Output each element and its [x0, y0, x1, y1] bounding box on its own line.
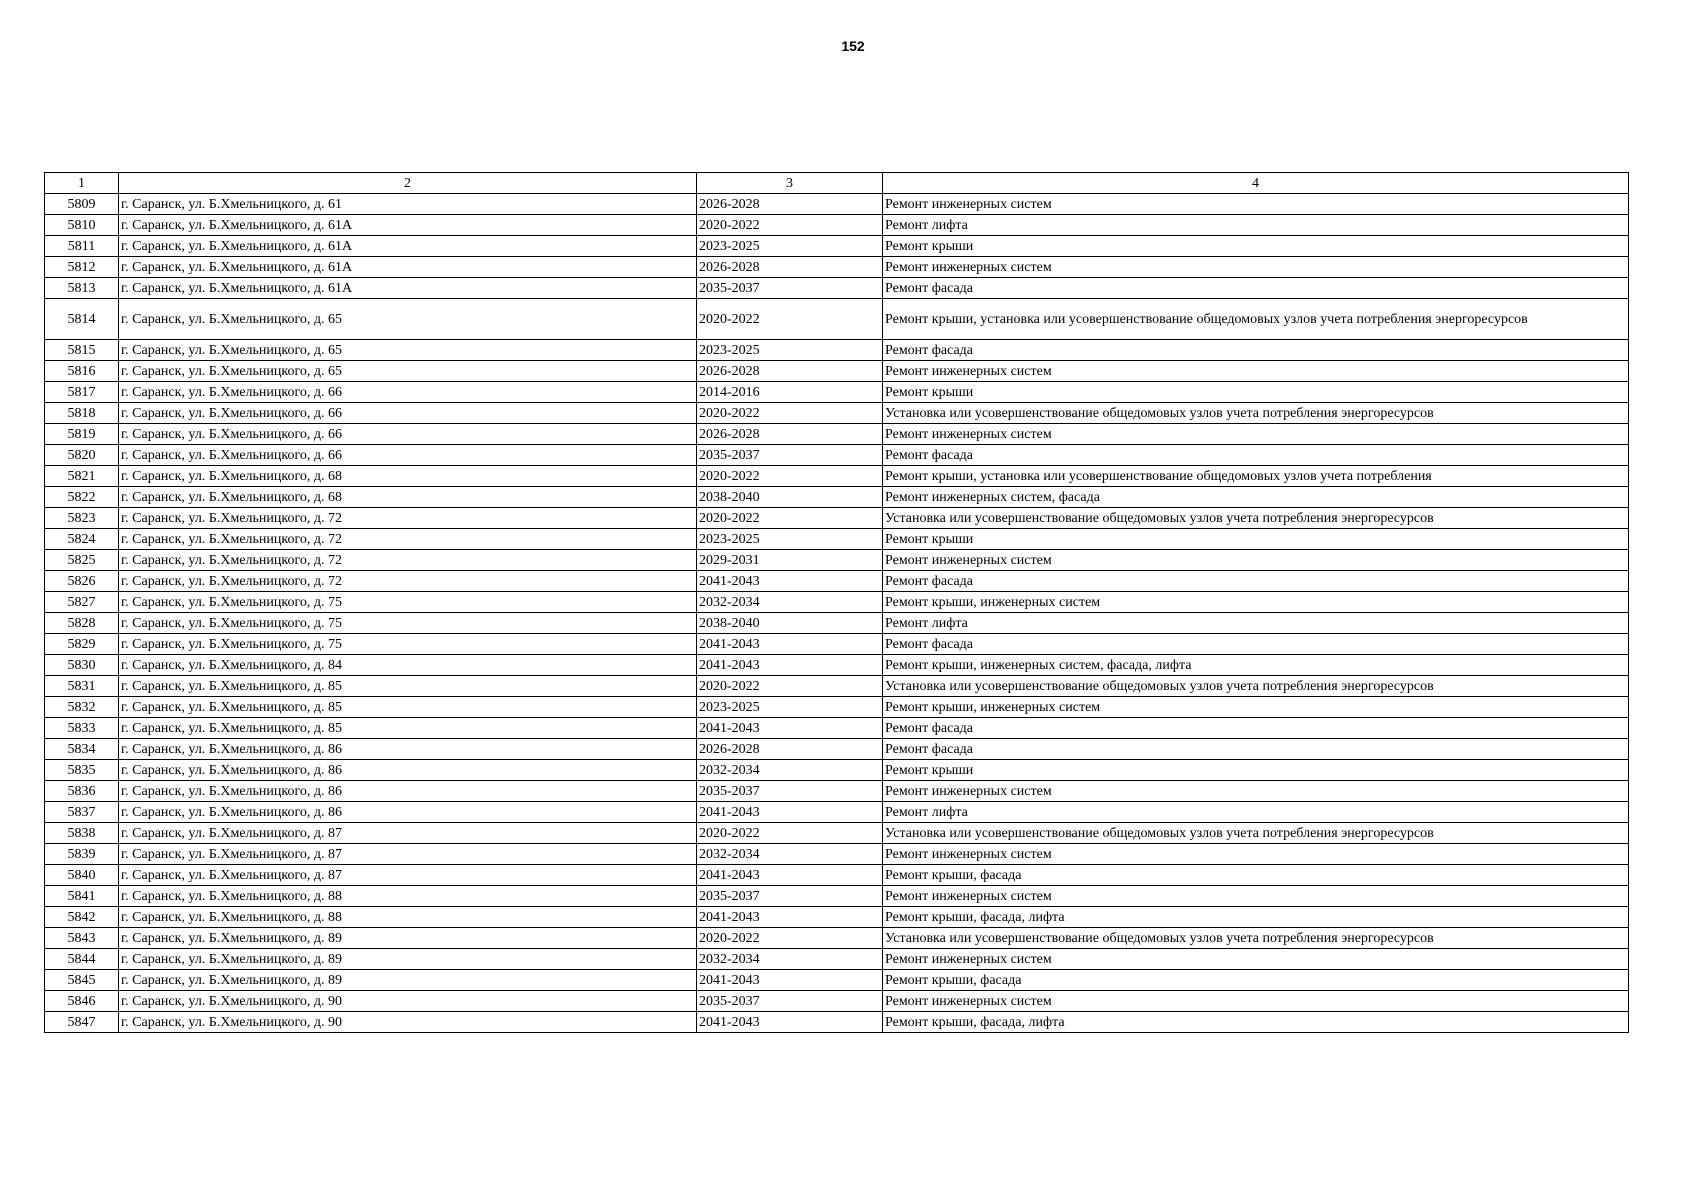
- period-cell: 2035-2037: [697, 781, 883, 802]
- row-number-cell: 5817: [45, 382, 119, 403]
- work-type-cell: Ремонт лифта: [883, 802, 1629, 823]
- row-number-cell: 5818: [45, 403, 119, 424]
- address-cell: г. Саранск, ул. Б.Хмельницкого, д. 68: [119, 487, 697, 508]
- work-type-cell: Ремонт инженерных систем, фасада: [883, 487, 1629, 508]
- work-type-cell: Ремонт фасада: [883, 718, 1629, 739]
- work-type-cell: Ремонт крыши, инженерных систем, фасада, лифта: [883, 655, 1629, 676]
- table-row: [45, 613, 1629, 634]
- table-row: [45, 1012, 1629, 1033]
- row-number-cell: 5815: [45, 340, 119, 361]
- row-number-cell: 5827: [45, 592, 119, 613]
- period-cell: 2020-2022: [697, 823, 883, 844]
- period-cell: 2032-2034: [697, 949, 883, 970]
- period-cell: 2041-2043: [697, 634, 883, 655]
- column-header: 2: [119, 173, 697, 194]
- capital-repair-table: [44, 172, 1629, 1033]
- table-row: [45, 278, 1629, 299]
- period-cell: 2020-2022: [697, 676, 883, 697]
- address-cell: г. Саранск, ул. Б.Хмельницкого, д. 85: [119, 676, 697, 697]
- row-number-cell: 5809: [45, 194, 119, 215]
- period-cell: 2041-2043: [697, 718, 883, 739]
- row-number-cell: 5839: [45, 844, 119, 865]
- address-cell: г. Саранск, ул. Б.Хмельницкого, д. 89: [119, 970, 697, 991]
- address-cell: г. Саранск, ул. Б.Хмельницкого, д. 61: [119, 194, 697, 215]
- table-row: [45, 508, 1629, 529]
- period-cell: 2038-2040: [697, 487, 883, 508]
- row-number-cell: 5829: [45, 634, 119, 655]
- period-cell: 2023-2025: [697, 697, 883, 718]
- table-row: [45, 299, 1629, 340]
- address-cell: г. Саранск, ул. Б.Хмельницкого, д. 75: [119, 634, 697, 655]
- work-type-cell: Установка или усовершенствование общедомовых узлов учета потребления энергоресурсов: [883, 928, 1629, 949]
- row-number-cell: 5845: [45, 970, 119, 991]
- table-row: [45, 571, 1629, 592]
- table-row: [45, 634, 1629, 655]
- row-number-cell: 5833: [45, 718, 119, 739]
- period-cell: 2023-2025: [697, 236, 883, 257]
- table-row: [45, 194, 1629, 215]
- row-number-cell: 5821: [45, 466, 119, 487]
- address-cell: г. Саранск, ул. Б.Хмельницкого, д. 66: [119, 424, 697, 445]
- address-cell: г. Саранск, ул. Б.Хмельницкого, д. 61А: [119, 257, 697, 278]
- address-cell: г. Саранск, ул. Б.Хмельницкого, д. 87: [119, 865, 697, 886]
- row-number-cell: 5835: [45, 760, 119, 781]
- work-type-cell: Ремонт инженерных систем: [883, 949, 1629, 970]
- period-cell: 2026-2028: [697, 257, 883, 278]
- row-number-cell: 5814: [45, 299, 119, 340]
- period-cell: 2041-2043: [697, 907, 883, 928]
- period-cell: 2026-2028: [697, 424, 883, 445]
- row-number-cell: 5836: [45, 781, 119, 802]
- row-number-cell: 5846: [45, 991, 119, 1012]
- column-header: 3: [697, 173, 883, 194]
- row-number-cell: 5842: [45, 907, 119, 928]
- work-type-cell: Ремонт крыши, фасада: [883, 865, 1629, 886]
- work-type-cell: Ремонт крыши, фасада, лифта: [883, 907, 1629, 928]
- address-cell: г. Саранск, ул. Б.Хмельницкого, д. 65: [119, 340, 697, 361]
- row-number-cell: 5828: [45, 613, 119, 634]
- table-row: [45, 550, 1629, 571]
- table-row: [45, 886, 1629, 907]
- address-cell: г. Саранск, ул. Б.Хмельницкого, д. 65: [119, 361, 697, 382]
- work-type-cell: Ремонт крыши: [883, 529, 1629, 550]
- table-row: [45, 361, 1629, 382]
- period-cell: 2020-2022: [697, 215, 883, 236]
- row-number-cell: 5841: [45, 886, 119, 907]
- period-cell: 2035-2037: [697, 278, 883, 299]
- period-cell: 2041-2043: [697, 802, 883, 823]
- table-row: [45, 424, 1629, 445]
- work-type-cell: Ремонт крыши: [883, 760, 1629, 781]
- address-cell: г. Саранск, ул. Б.Хмельницкого, д. 61А: [119, 215, 697, 236]
- period-cell: 2035-2037: [697, 991, 883, 1012]
- period-cell: 2035-2037: [697, 445, 883, 466]
- page-number: 152: [841, 38, 865, 54]
- row-number-cell: 5820: [45, 445, 119, 466]
- row-number-cell: 5843: [45, 928, 119, 949]
- period-cell: 2023-2025: [697, 529, 883, 550]
- row-number-cell: 5830: [45, 655, 119, 676]
- table-row: [45, 466, 1629, 487]
- period-cell: 2014-2016: [697, 382, 883, 403]
- work-type-cell: Ремонт крыши, фасада: [883, 970, 1629, 991]
- period-cell: 2020-2022: [697, 466, 883, 487]
- address-cell: г. Саранск, ул. Б.Хмельницкого, д. 86: [119, 760, 697, 781]
- period-cell: 2026-2028: [697, 361, 883, 382]
- period-cell: 2020-2022: [697, 403, 883, 424]
- row-number-cell: 5823: [45, 508, 119, 529]
- work-type-cell: Ремонт инженерных систем: [883, 257, 1629, 278]
- address-cell: г. Саранск, ул. Б.Хмельницкого, д. 88: [119, 907, 697, 928]
- address-cell: г. Саранск, ул. Б.Хмельницкого, д. 61А: [119, 278, 697, 299]
- row-number-cell: 5834: [45, 739, 119, 760]
- table-row: [45, 655, 1629, 676]
- period-cell: 2035-2037: [697, 886, 883, 907]
- address-cell: г. Саранск, ул. Б.Хмельницкого, д. 88: [119, 886, 697, 907]
- address-cell: г. Саранск, ул. Б.Хмельницкого, д. 89: [119, 949, 697, 970]
- table-row: [45, 403, 1629, 424]
- work-type-cell: Ремонт инженерных систем: [883, 361, 1629, 382]
- work-type-cell: Ремонт лифта: [883, 215, 1629, 236]
- address-cell: г. Саранск, ул. Б.Хмельницкого, д. 89: [119, 928, 697, 949]
- row-number-cell: 5819: [45, 424, 119, 445]
- work-type-cell: Ремонт крыши: [883, 236, 1629, 257]
- work-type-cell: Ремонт фасада: [883, 278, 1629, 299]
- period-cell: 2023-2025: [697, 340, 883, 361]
- work-type-cell: Ремонт инженерных систем: [883, 424, 1629, 445]
- table-row: [45, 718, 1629, 739]
- work-type-cell: Ремонт крыши, установка или усовершенствование общедомовых узлов учета потребления энергоресурсов: [883, 299, 1629, 340]
- address-cell: г. Саранск, ул. Б.Хмельницкого, д. 66: [119, 382, 697, 403]
- work-type-cell: Установка или усовершенствование общедомовых узлов учета потребления энергоресурсов: [883, 508, 1629, 529]
- row-number-cell: 5832: [45, 697, 119, 718]
- work-type-cell: Ремонт инженерных систем: [883, 194, 1629, 215]
- period-cell: 2020-2022: [697, 299, 883, 340]
- address-cell: г. Саранск, ул. Б.Хмельницкого, д. 66: [119, 403, 697, 424]
- work-type-cell: Ремонт лифта: [883, 613, 1629, 634]
- header-row: [45, 173, 1629, 194]
- work-type-cell: Ремонт инженерных систем: [883, 844, 1629, 865]
- table-row: [45, 802, 1629, 823]
- work-type-cell: Ремонт фасада: [883, 340, 1629, 361]
- table-row: [45, 970, 1629, 991]
- table-row: [45, 676, 1629, 697]
- work-type-cell: Ремонт инженерных систем: [883, 991, 1629, 1012]
- row-number-cell: 5831: [45, 676, 119, 697]
- work-type-cell: Ремонт крыши, фасада, лифта: [883, 1012, 1629, 1033]
- table-row: [45, 823, 1629, 844]
- address-cell: г. Саранск, ул. Б.Хмельницкого, д. 90: [119, 991, 697, 1012]
- period-cell: 2038-2040: [697, 613, 883, 634]
- row-number-cell: 5826: [45, 571, 119, 592]
- work-type-cell: Ремонт крыши, инженерных систем: [883, 592, 1629, 613]
- work-type-cell: Установка или усовершенствование общедомовых узлов учета потребления энергоресурсов: [883, 403, 1629, 424]
- address-cell: г. Саранск, ул. Б.Хмельницкого, д. 87: [119, 823, 697, 844]
- address-cell: г. Саранск, ул. Б.Хмельницкого, д. 72: [119, 508, 697, 529]
- row-number-cell: 5816: [45, 361, 119, 382]
- address-cell: г. Саранск, ул. Б.Хмельницкого, д. 72: [119, 550, 697, 571]
- work-type-cell: Ремонт фасада: [883, 739, 1629, 760]
- table-row: [45, 592, 1629, 613]
- work-type-cell: Установка или усовершенствование общедомовых узлов учета потребления энергоресурсов: [883, 676, 1629, 697]
- table-row: [45, 907, 1629, 928]
- work-type-cell: Ремонт фасада: [883, 571, 1629, 592]
- address-cell: г. Саранск, ул. Б.Хмельницкого, д. 85: [119, 718, 697, 739]
- table-row: [45, 697, 1629, 718]
- address-cell: г. Саранск, ул. Б.Хмельницкого, д. 86: [119, 739, 697, 760]
- table-row: [45, 781, 1629, 802]
- table-row: [45, 865, 1629, 886]
- table-row: [45, 949, 1629, 970]
- table-row: [45, 257, 1629, 278]
- table-row: [45, 739, 1629, 760]
- address-cell: г. Саранск, ул. Б.Хмельницкого, д. 75: [119, 613, 697, 634]
- work-type-cell: Ремонт инженерных систем: [883, 886, 1629, 907]
- table-row: [45, 340, 1629, 361]
- period-cell: 2041-2043: [697, 1012, 883, 1033]
- row-number-cell: 5837: [45, 802, 119, 823]
- address-cell: г. Саранск, ул. Б.Хмельницкого, д. 87: [119, 844, 697, 865]
- period-cell: 2026-2028: [697, 194, 883, 215]
- row-number-cell: 5844: [45, 949, 119, 970]
- address-cell: г. Саранск, ул. Б.Хмельницкого, д. 72: [119, 529, 697, 550]
- table-row: [45, 445, 1629, 466]
- period-cell: 2041-2043: [697, 970, 883, 991]
- table-body: [45, 173, 1629, 1033]
- table-row: [45, 991, 1629, 1012]
- table-row: [45, 760, 1629, 781]
- period-cell: 2020-2022: [697, 928, 883, 949]
- row-number-cell: 5810: [45, 215, 119, 236]
- work-type-cell: Ремонт крыши, инженерных систем: [883, 697, 1629, 718]
- period-cell: 2041-2043: [697, 655, 883, 676]
- row-number-cell: 5812: [45, 257, 119, 278]
- work-type-cell: Установка или усовершенствование общедомовых узлов учета потребления энергоресурсов: [883, 823, 1629, 844]
- work-type-cell: Ремонт инженерных систем: [883, 550, 1629, 571]
- row-number-cell: 5825: [45, 550, 119, 571]
- address-cell: г. Саранск, ул. Б.Хмельницкого, д. 86: [119, 802, 697, 823]
- row-number-cell: 5822: [45, 487, 119, 508]
- period-cell: 2029-2031: [697, 550, 883, 571]
- period-cell: 2026-2028: [697, 739, 883, 760]
- row-number-cell: 5813: [45, 278, 119, 299]
- row-number-cell: 5840: [45, 865, 119, 886]
- period-cell: 2032-2034: [697, 592, 883, 613]
- column-header: 4: [883, 173, 1629, 194]
- work-type-cell: Ремонт крыши, установка или усовершенствование общедомовых узлов учета потребления: [883, 466, 1629, 487]
- period-cell: 2020-2022: [697, 508, 883, 529]
- work-type-cell: Ремонт инженерных систем: [883, 781, 1629, 802]
- period-cell: 2032-2034: [697, 760, 883, 781]
- address-cell: г. Саранск, ул. Б.Хмельницкого, д. 66: [119, 445, 697, 466]
- period-cell: 2041-2043: [697, 571, 883, 592]
- work-type-cell: Ремонт фасада: [883, 445, 1629, 466]
- column-header: 1: [45, 173, 119, 194]
- period-cell: 2032-2034: [697, 844, 883, 865]
- address-cell: г. Саранск, ул. Б.Хмельницкого, д. 90: [119, 1012, 697, 1033]
- address-cell: г. Саранск, ул. Б.Хмельницкого, д. 61А: [119, 236, 697, 257]
- table-row: [45, 236, 1629, 257]
- table-row: [45, 844, 1629, 865]
- row-number-cell: 5824: [45, 529, 119, 550]
- address-cell: г. Саранск, ул. Б.Хмельницкого, д. 72: [119, 571, 697, 592]
- work-type-cell: Ремонт фасада: [883, 634, 1629, 655]
- row-number-cell: 5847: [45, 1012, 119, 1033]
- row-number-cell: 5838: [45, 823, 119, 844]
- table-row: [45, 215, 1629, 236]
- table-row: [45, 382, 1629, 403]
- period-cell: 2041-2043: [697, 865, 883, 886]
- work-type-cell: Ремонт крыши: [883, 382, 1629, 403]
- row-number-cell: 5811: [45, 236, 119, 257]
- table-row: [45, 928, 1629, 949]
- address-cell: г. Саранск, ул. Б.Хмельницкого, д. 84: [119, 655, 697, 676]
- address-cell: г. Саранск, ул. Б.Хмельницкого, д. 68: [119, 466, 697, 487]
- address-cell: г. Саранск, ул. Б.Хмельницкого, д. 85: [119, 697, 697, 718]
- address-cell: г. Саранск, ул. Б.Хмельницкого, д. 75: [119, 592, 697, 613]
- address-cell: г. Саранск, ул. Б.Хмельницкого, д. 86: [119, 781, 697, 802]
- address-cell: г. Саранск, ул. Б.Хмельницкого, д. 65: [119, 299, 697, 340]
- table-row: [45, 529, 1629, 550]
- table-row: [45, 487, 1629, 508]
